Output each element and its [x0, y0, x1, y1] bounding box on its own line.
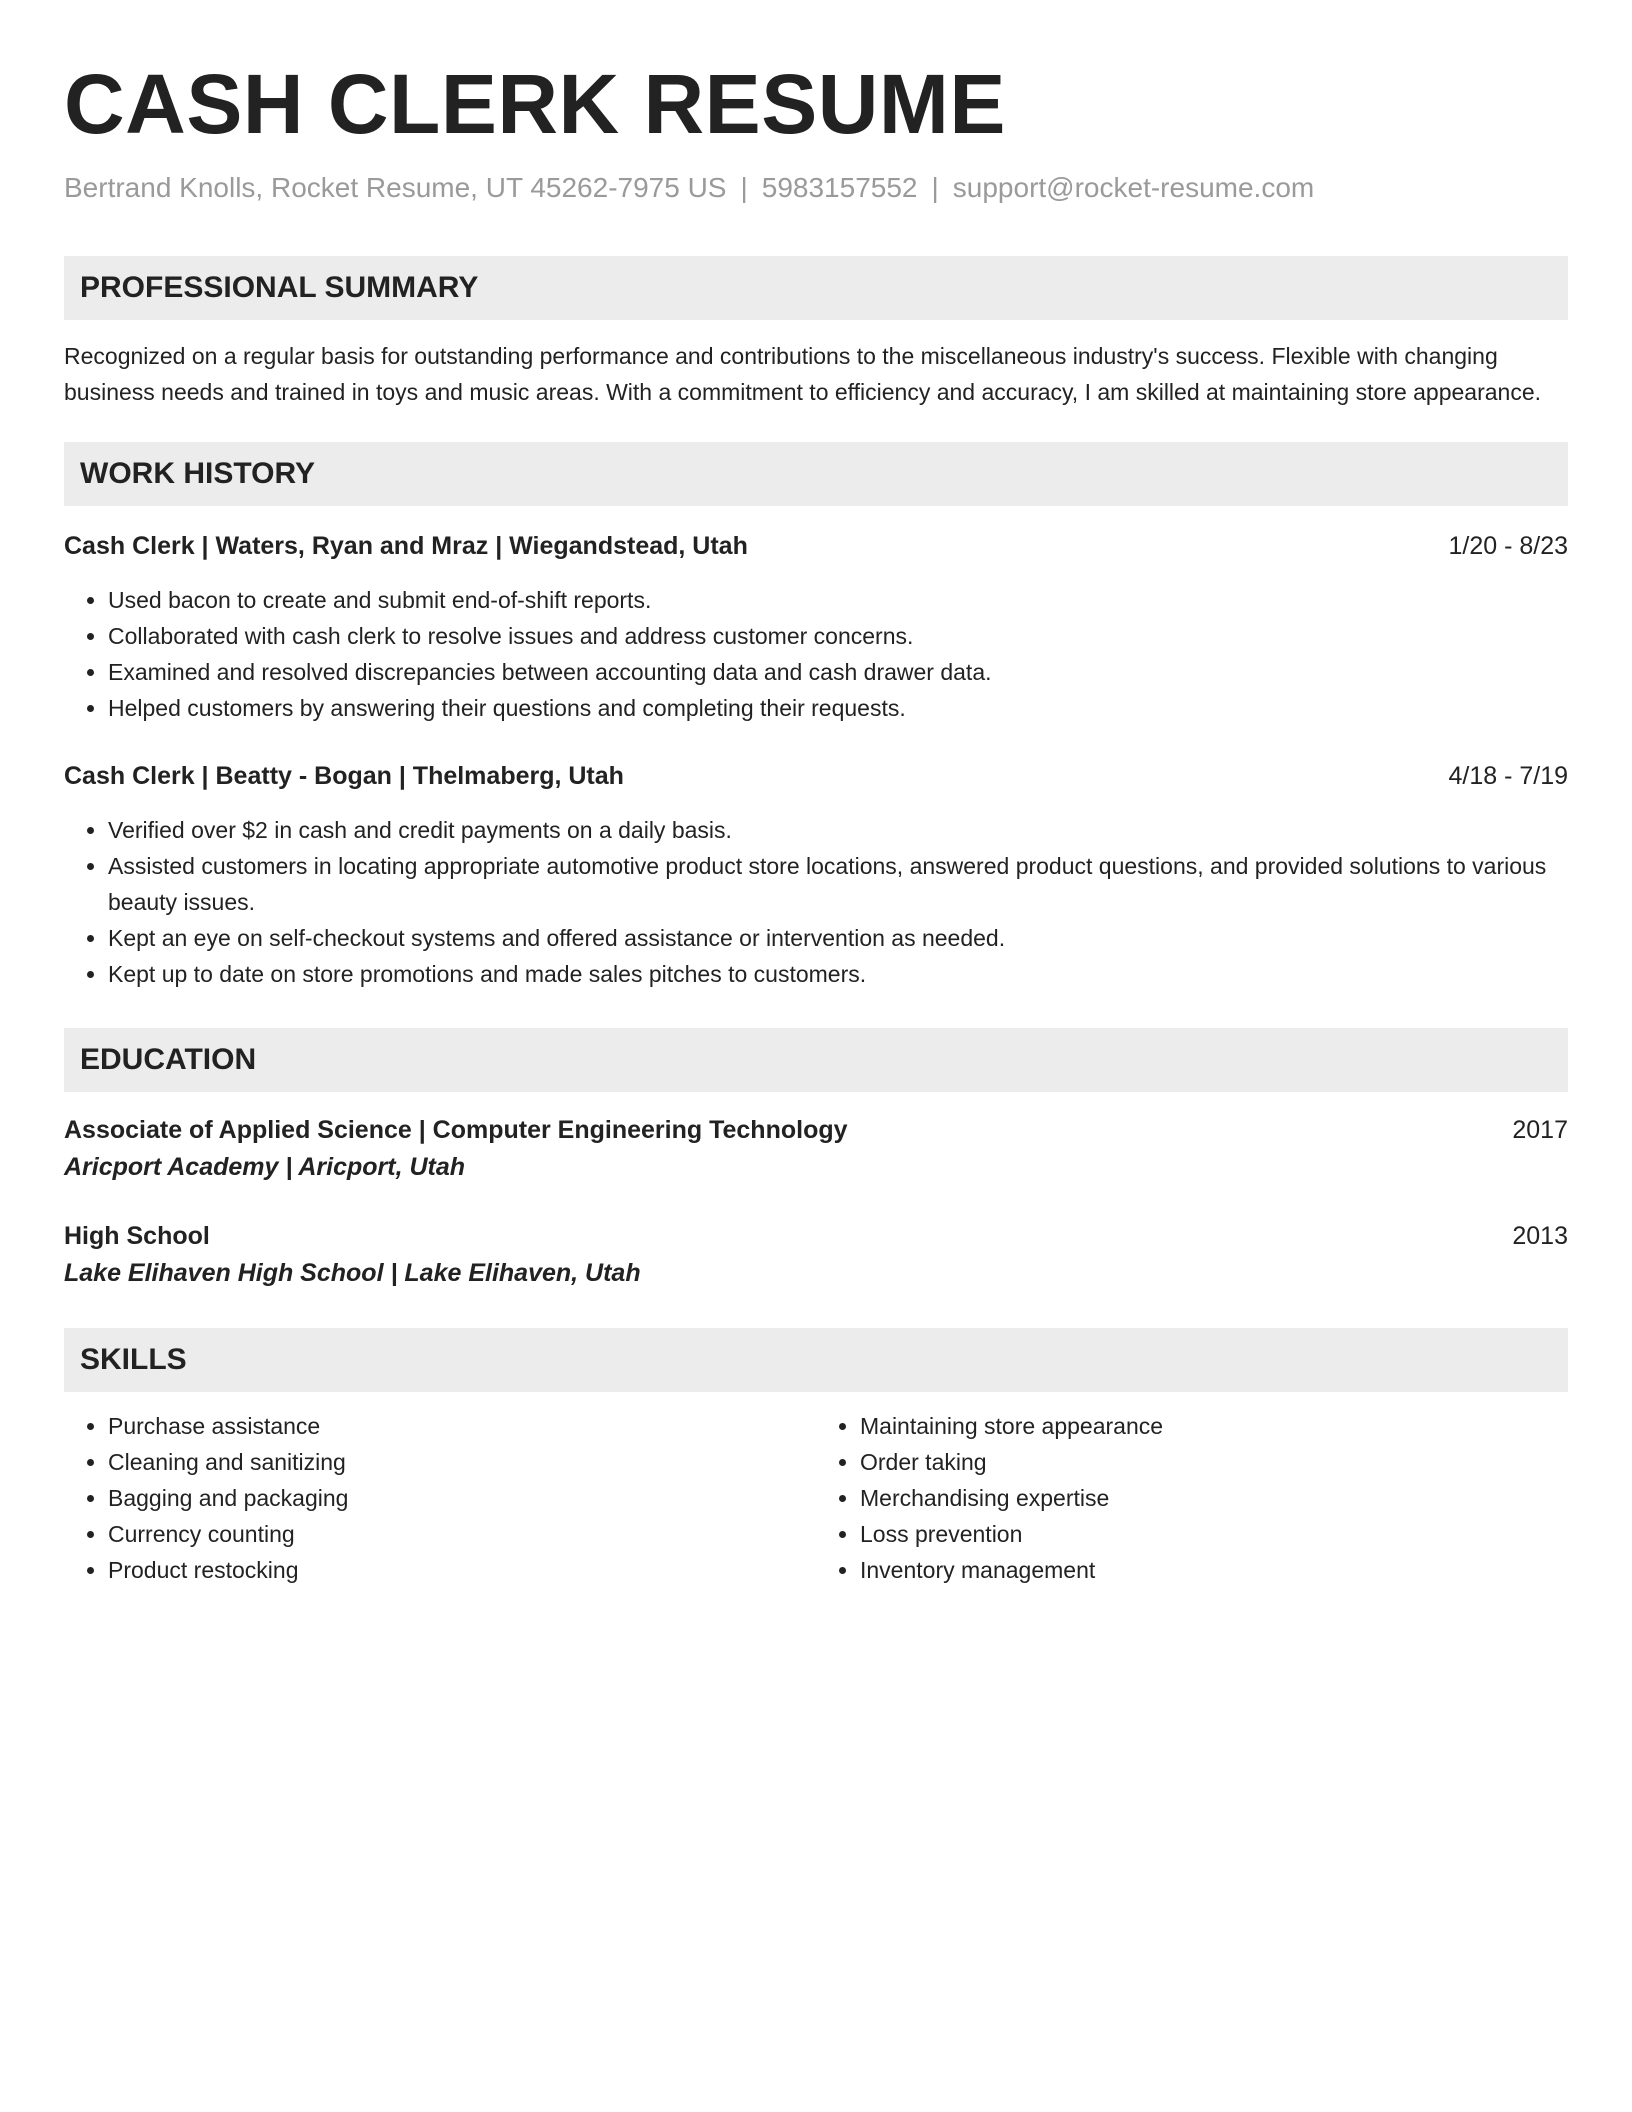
skill-item: • Order taking [860, 1444, 1568, 1480]
contact-email: support@rocket-resume.com [952, 172, 1315, 203]
education-school: Aricport Academy | Aricport, Utah [64, 1153, 466, 1181]
job-title: Cash Clerk | Beatty - Bogan | Thelmaberg, Utah [64, 762, 624, 790]
contact-phone: 5983157552 [761, 172, 918, 203]
contact-separator: | [740, 172, 748, 203]
contact-address: Bertrand Knolls, Rocket Resume, UT 45262-7975 US [64, 172, 727, 203]
education-year: 2017 [1512, 1116, 1568, 1144]
job-bullet: • Kept an eye on self-checkout systems and offered assistance or intervention as needed. [108, 920, 1568, 956]
education-year: 2013 [1512, 1222, 1568, 1250]
job-bullet: • Examined and resolved discrepancies between accounting data and cash drawer data. [108, 654, 1568, 690]
summary-section [64, 256, 1568, 410]
job-header [64, 758, 1568, 794]
contact-separator: | [931, 172, 939, 203]
skills-section [64, 1328, 1568, 1588]
education-entry [64, 1112, 1568, 1186]
education-header [64, 1112, 1568, 1148]
education-entry [64, 1218, 1568, 1292]
job-title: Cash Clerk | Waters, Ryan and Mraz | Wiegandstead, Utah [64, 532, 748, 560]
skills-list-left [64, 1408, 816, 1588]
section-heading-work-history: WORK HISTORY [64, 442, 1568, 506]
job-entry [64, 528, 1568, 726]
job-bullets [64, 812, 1568, 992]
skill-item: • Loss prevention [860, 1516, 1568, 1552]
job-bullet: • Helped customers by answering their questions and completing their requests. [108, 690, 1568, 726]
education-school: Lake Elihaven High School | Lake Elihaven, Utah [64, 1259, 641, 1287]
job-dates: 1/20 - 8/23 [1448, 532, 1568, 560]
job-entry [64, 758, 1568, 992]
job-bullet: • Used bacon to create and submit end-of-shift reports. [108, 582, 1568, 618]
skill-item: • Purchase assistance [108, 1408, 816, 1444]
skill-item: • Maintaining store appearance [860, 1408, 1568, 1444]
resume-title: CASH CLERK RESUME [64, 57, 1006, 151]
section-heading-summary: PROFESSIONAL SUMMARY [64, 256, 1568, 320]
skill-item: • Cleaning and sanitizing [108, 1444, 816, 1480]
job-bullet: • Kept up to date on store promotions and made sales pitches to customers. [108, 956, 1568, 992]
work-history-section [64, 442, 1568, 992]
skill-item: • Product restocking [108, 1552, 816, 1588]
job-dates: 4/18 - 7/19 [1448, 762, 1568, 790]
skills-list-right [816, 1408, 1568, 1588]
section-heading-education: EDUCATION [64, 1028, 1568, 1092]
contact-line [64, 170, 1568, 206]
education-section [64, 1028, 1568, 1292]
skill-item: • Currency counting [108, 1516, 816, 1552]
skills-columns [64, 1408, 1568, 1588]
education-degree: High School [64, 1222, 210, 1250]
section-heading-skills: SKILLS [64, 1328, 1568, 1392]
job-bullet: • Verified over $2 in cash and credit payments on a daily basis. [108, 812, 1568, 848]
education-degree: Associate of Applied Science | Computer Engineering Technology [64, 1116, 848, 1144]
job-bullet: • Collaborated with cash clerk to resolve issues and address customer concerns. [108, 618, 1568, 654]
education-header [64, 1218, 1568, 1254]
job-header [64, 528, 1568, 564]
summary-text: Recognized on a regular basis for outstanding performance and contributions to the miscellaneous industry's success. Flexible with changing business needs and trained in toys and music areas. With a commitment to efficiency and accuracy, I am skilled at maintaining store appearance. [64, 343, 1542, 405]
skill-item: • Merchandising expertise [860, 1480, 1568, 1516]
skill-item: • Bagging and packaging [108, 1480, 816, 1516]
job-bullets [64, 582, 1568, 726]
job-bullet: • Assisted customers in locating appropriate automotive product store locations, answered product questions, and provided solutions to various beauty issues. [108, 848, 1568, 920]
skill-item: • Inventory management [860, 1552, 1568, 1588]
